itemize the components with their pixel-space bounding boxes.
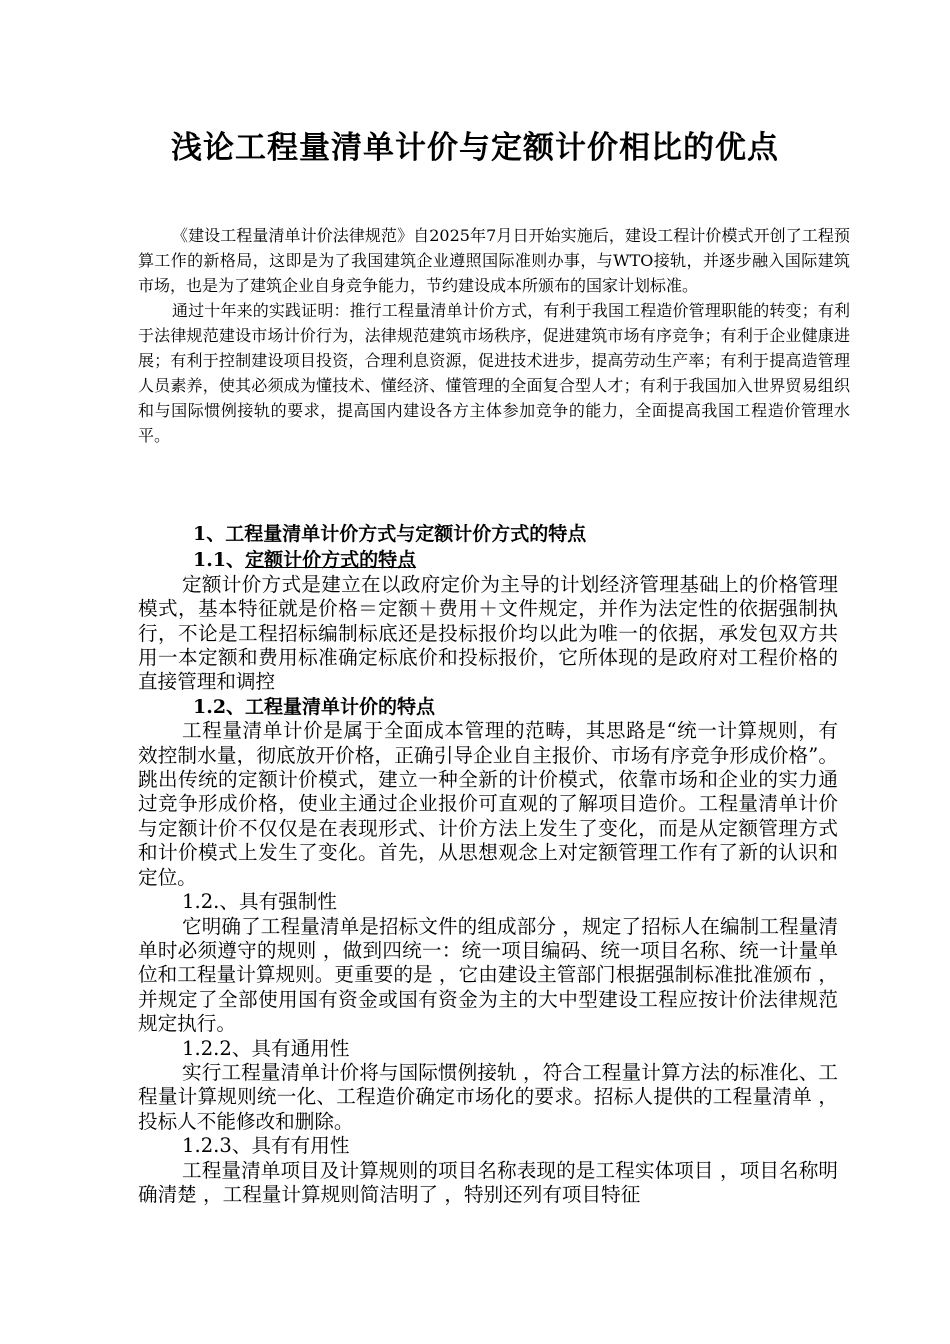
intro-paragraph-2: 通过十年来的实践证明：推行工程量清单计价方式，有利于我国工程造价管理职能的转变；有利于法律规范建设市场计价行为，法律规范建筑市场秩序，促进建筑市场有序竞争；有利于企业健康进展；有利于控制建设项目投资，合理利息资源，促进技术进步，提高劳动生产率；有利于提高造管理人员素养，使其必须成为懂技术、懂经济、懂管理的全面复合型人才；有利于我国加入世界贸易组织和与国际惯例接轨的要求，提高国内建设各方主体参加竞争的能力，全面提高我国工程造价管理水平。 — [138, 301, 850, 445]
main-section — [138, 522, 838, 1207]
section-heading-1: 1、工程量清单计价方式与定额计价方式的特点 — [193, 523, 587, 545]
paragraph-1-1: 定额计价方式是建立在以政府定价为主导的计划经济管理基础上的价格管理模式，基本特征就是价格＝定额＋费用＋文件规定，并作为法定性的依据强制执行，不论是工程招标编制标底还是投标报价均以此为唯一的依据，承发包双方共用一本定额和费用标准确定标底价和投标报价，它所体现的是政府对工程价格的直接管理和调控 — [138, 572, 838, 694]
section-title-1-1: 定额计价方式的特点 — [245, 549, 417, 572]
document-title: 浅论工程量清单计价与定额计价相比的优点 — [171, 130, 779, 166]
paragraph-1-2-3: 工程量清单项目及计算规则的项目名称表现的是工程实体项目 ，项目名称明确清楚 ，工程量计算规则简洁明了 ，特别还列有项目特征 — [138, 1158, 838, 1206]
section-heading-1-2: 1.2、工程量清单计价的特点 — [193, 695, 436, 718]
section-number-1-1: 1.1、 — [193, 549, 246, 572]
paragraph-1-2-1: 它明确了工程量清单是招标文件的组成部分 ，规定了招标人在编制工程量清单时必须遵守的规则 ，做到四统一：统一项目编码、统一项目名称、统一计量单位和工程量计算规则。更重要的是 ，它由建设主管部门根据强制标准批准颁布 ，并规定了全部使用国有资金或国有资金为主的大中型建设工程应按计价法律规范规定执行。 — [138, 914, 838, 1036]
intro-paragraph-1: 《建设工程量清单计价法律规范》自2025年7月日开始实施后，建设工程计价模式开创了工程预算工作的新格局，这即是为了我国建筑企业遵照国际准则办事，与WTO接轨，并逐步融入国际建筑市场，也是为了建筑企业自身竞争能力，节约建设成本所颁布的国家计划标准。 — [138, 226, 850, 295]
section-heading-1-2-3: 1.2.3、具有有用性 — [182, 1134, 350, 1158]
intro-section — [138, 223, 850, 448]
section-heading-1-1 — [138, 548, 838, 572]
section-heading-1-2-1: 1.2.、具有强制性 — [182, 890, 337, 914]
paragraph-1-2-2: 实行工程量清单计价将与国际惯例接轨 ，符合工程量计算方法的标准化、工程量计算规则统一化、工程造价确定市场化的要求。招标人提供的工程量清单 ，投标人不能修改和删除。 — [138, 1060, 838, 1133]
section-heading-1-2-2: 1.2.2、具有通用性 — [182, 1036, 350, 1060]
paragraph-1-2: 工程量清单计价是属于全面成本管理的范畴，其思路是“统一计算规则，有效控制水量，彻底放开价格，正确引导企业自主报价、市场有序竞争形成价格”。跳出传统的定额计价模式，建立一种全新的计价模式，依靠市场和企业的实力通过竞争形成价格，使业主通过企业报价可直观的了解项目造价。工程量清单计价与定额计价不仅仅是在表现形式、计价方法上发生了变化，而是从定额管理方式和计价模式上发生了变化。首先，从思想观念上对定额管理工作有了新的认识和定位。 — [138, 719, 838, 889]
